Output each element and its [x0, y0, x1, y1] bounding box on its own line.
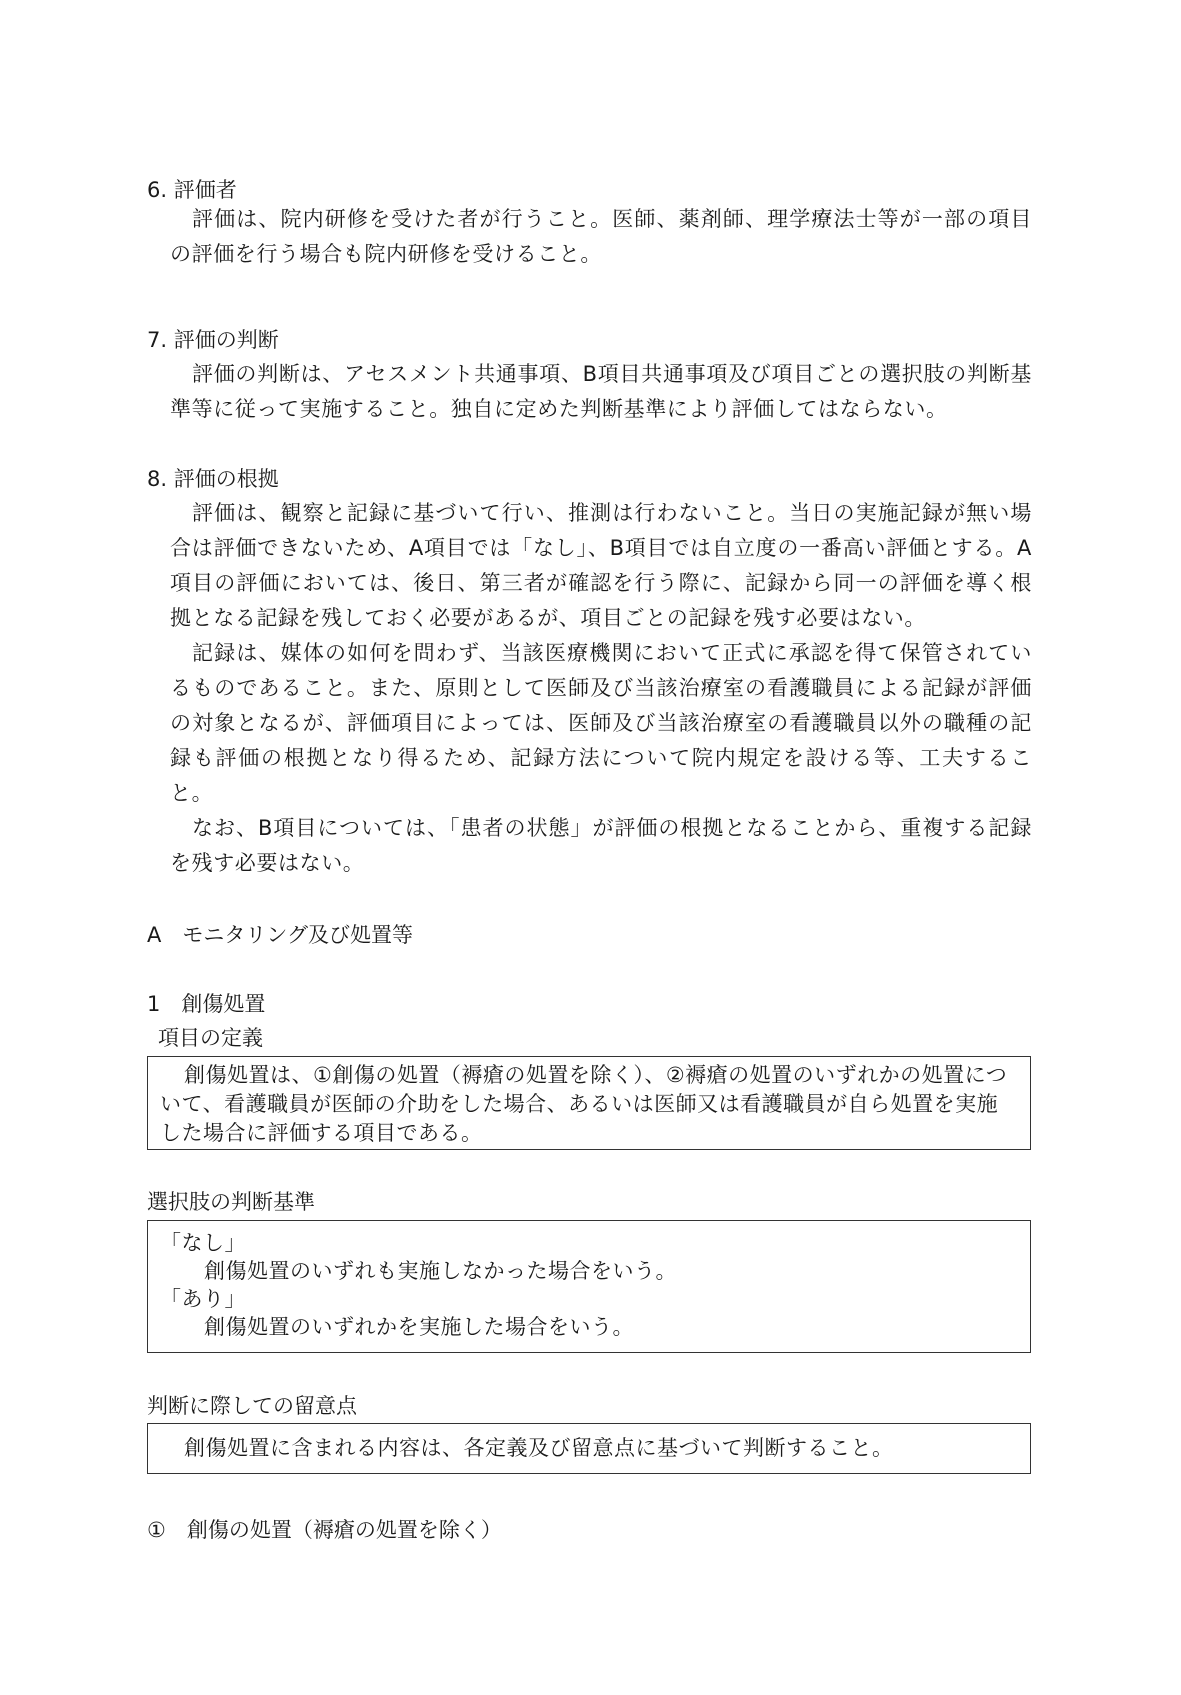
- criteria-box: [147, 1220, 1031, 1353]
- criteria-option-none: 「なし」: [160, 1231, 246, 1255]
- criteria-description-present: 創傷処置のいずれかを実施した場合をいう。: [204, 1315, 634, 1339]
- section-6-paragraph-1: 評価は、院内研修を受けた者が行うこと。医師、薬剤師、理学療法士等が一部の項目の評価を行う場合も院内研修を受けること。: [170, 207, 1032, 266]
- criteria-option-present: 「あり」: [160, 1287, 246, 1311]
- section-8-heading: 8. 評価の根拠: [147, 467, 279, 491]
- part-a-title: A モニタリング及び処置等: [147, 923, 413, 947]
- section-8-body: [170, 496, 1032, 881]
- notes-box: [147, 1423, 1031, 1474]
- definition-text: 創傷処置は、①創傷の処置（褥瘡の処置を除く）、②褥瘡の処置のいずれかの処置について、看護職員が医師の介助をした場合、あるいは医師又は看護職員が自ら処置を実施した場合に評価する項目である。: [160, 1063, 1008, 1145]
- section-7-heading: 7. 評価の判断: [147, 328, 279, 352]
- definition-box: [147, 1056, 1031, 1150]
- section-8-paragraph-1: 評価は、観察と記録に基づいて行い、推測は行わないこと。当日の実施記録が無い場合は評価できないため、A項目では「なし」、B項目では自立度の一番高い評価とする。A項目の評価においては、後日、第三者が確認を行う際に、記録から同一の評価を導く根拠となる記録を残しておく必要があるが、項目ごとの記録を残す必要はない。: [170, 501, 1032, 630]
- section-8-paragraph-2: 記録は、媒体の如何を問わず、当該医療機関において正式に承認を得て保管されているものであること。また、原則として医師及び当該治療室の看護職員による記録が評価の対象となるが、評価項目によっては、医師及び当該治療室の看護職員以外の職種の記録も評価の根拠となり得るため、記録方法について院内規定を設ける等、工夫すること。: [170, 641, 1032, 805]
- item-1-title: 1 創傷処置: [147, 992, 266, 1016]
- subitem-1-title: ① 創傷の処置（褥瘡の処置を除く）: [147, 1518, 502, 1542]
- definition-label: 項目の定義: [158, 1026, 263, 1050]
- section-6-body: [170, 202, 1032, 272]
- section-8-paragraph-3: なお、B項目については、「患者の状態」が評価の根拠となることから、重複する記録を残す必要はない。: [170, 816, 1032, 875]
- criteria-label: 選択肢の判断基準: [147, 1190, 315, 1214]
- notes-text: 創傷処置に含まれる内容は、各定義及び留意点に基づいて判断すること。: [184, 1436, 894, 1460]
- section-7-body: [170, 357, 1032, 427]
- section-7-paragraph-1: 評価の判断は、アセスメント共通事項、B項目共通事項及び項目ごとの選択肢の判断基準等に従って実施すること。独自に定めた判断基準により評価してはならない。: [170, 362, 1032, 421]
- criteria-description-none: 創傷処置のいずれも実施しなかった場合をいう。: [204, 1259, 677, 1283]
- notes-label: 判断に際しての留意点: [147, 1394, 357, 1418]
- section-6-heading: 6. 評価者: [147, 178, 237, 202]
